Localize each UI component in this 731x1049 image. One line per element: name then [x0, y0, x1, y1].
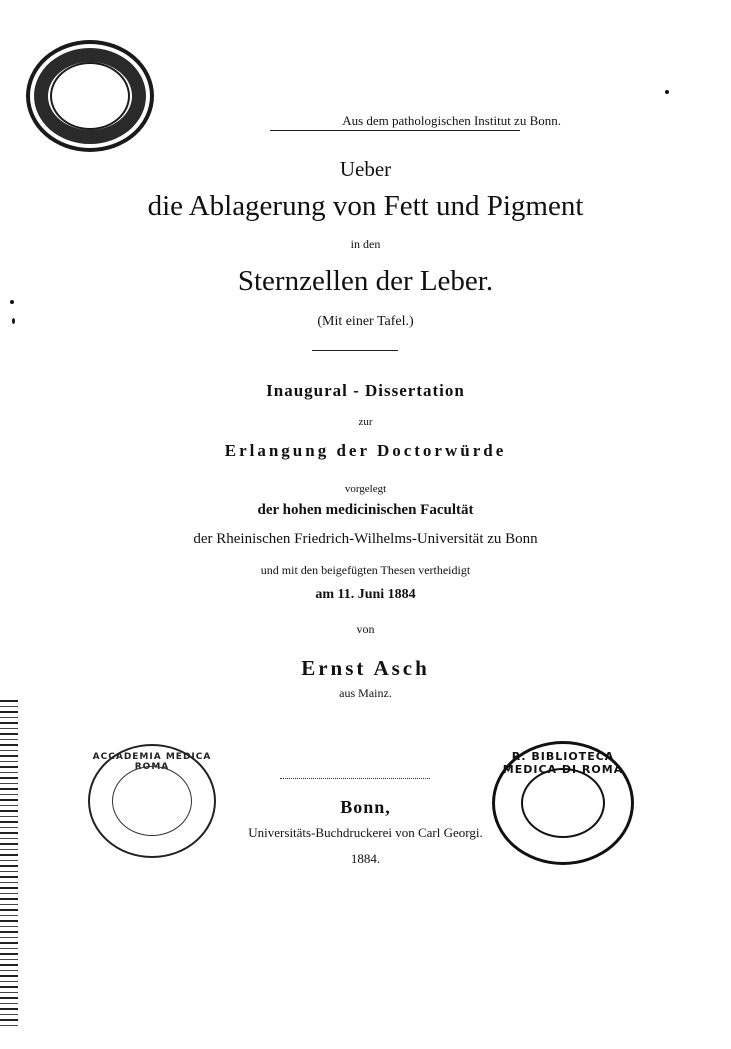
divider-rule — [312, 350, 398, 351]
scan-edge-artifact — [0, 700, 18, 1030]
text-zur: zur — [358, 416, 373, 428]
faculty-line: der hohen medicinischen Facultät — [257, 502, 474, 518]
library-stamp-bottom-left — [88, 744, 216, 858]
author-origin: aus Mainz. — [339, 686, 392, 700]
library-stamp-top-left — [26, 40, 154, 152]
stamp-text: ACCADEMIA MEDICA ROMA — [92, 752, 212, 772]
ink-speck — [12, 318, 15, 324]
institute-underline — [270, 130, 520, 131]
title-line-4: Sternzellen der Leber. — [237, 265, 494, 297]
text-vorgelegt: vorgelegt — [344, 483, 387, 495]
title-note: (Mit einer Tafel.) — [317, 314, 414, 329]
library-stamp-bottom-right — [492, 741, 634, 865]
stamp-text: MISCELLANEA R. BIBLIOTECA MEDICA — [58, 84, 122, 120]
institute-line: Aus dem pathologischen Institut zu Bonn. — [342, 113, 561, 128]
title-line-2: die Ablagerung von Fett und Pigment — [147, 190, 584, 222]
publication-year: 1884. — [350, 851, 381, 866]
ink-speck — [10, 300, 14, 304]
author-name: Ernst Asch — [301, 656, 430, 680]
publication-place: Bonn, — [340, 797, 391, 817]
defense-line: und mit den beigefügten Thesen vertheidigt — [260, 563, 471, 577]
title-line-3: in den — [350, 237, 381, 251]
degree-line: Erlangung der Doctorwürde — [224, 441, 507, 460]
text-von: von — [356, 622, 375, 636]
dissertation-heading: Inaugural - Dissertation — [266, 381, 465, 400]
defense-date: am 11. Juni 1884 — [315, 587, 416, 602]
printer-line: Universitäts-Buchdruckerei von Carl Georgi. — [248, 825, 483, 840]
stamp-text: R. BIBLIOTECA MEDICA DI ROMA — [502, 750, 624, 776]
title-line-1: Ueber — [339, 157, 392, 181]
dotted-divider — [280, 778, 430, 780]
university-line: der Rheinischen Friedrich-Wilhelms-Universität zu Bonn — [193, 531, 538, 547]
ink-speck — [665, 90, 669, 94]
